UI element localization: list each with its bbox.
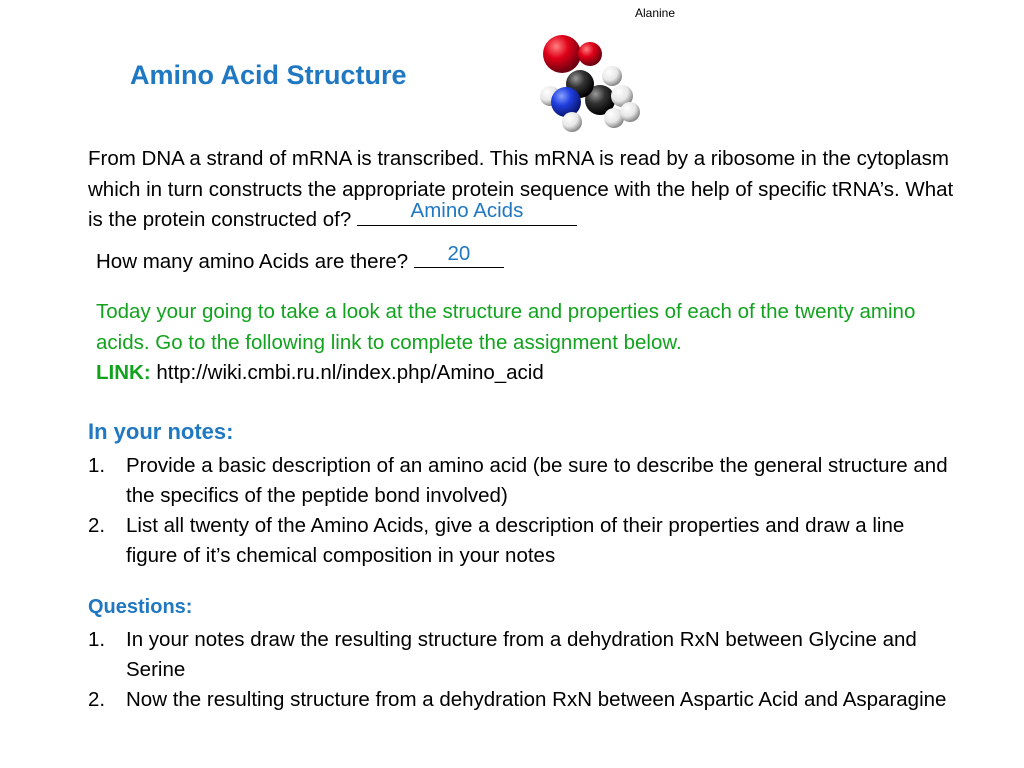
oxygen-atom xyxy=(578,42,602,66)
assignment-text: Today your going to take a look at the structure and properties of each of the twenty amino acids. Go to the following link to complete the assignment below. xyxy=(96,300,916,354)
notes-heading: In your notes: xyxy=(88,419,234,444)
list-number: 1. xyxy=(88,454,106,477)
list-text: In your notes draw the resulting structure from a dehydration RxN between Glycine and Serine xyxy=(126,628,917,681)
oxygen-atom xyxy=(543,35,581,73)
list-text: Now the resulting structure from a dehydration RxN between Aspartic Acid and Asparagine xyxy=(126,688,947,711)
questions-heading: Questions: xyxy=(88,596,193,618)
protein-answer: Amino Acids xyxy=(410,198,524,222)
list-text: List all twenty of the Amino Acids, give a description of their properties and draw a line figure of it’s chemical composition in your notes xyxy=(126,514,905,567)
list-text: Provide a basic description of an amino acid (be sure to describe the general structure and the specifics of the peptide bond involved) xyxy=(126,454,948,507)
protein-answer-blank[interactable] xyxy=(357,198,577,226)
count-question-text: How many amino Acids are there? xyxy=(96,250,414,273)
count-answer-blank[interactable] xyxy=(414,242,504,268)
list-item xyxy=(88,625,948,685)
hydrogen-atom xyxy=(602,66,622,86)
link-label: LINK: xyxy=(96,361,151,384)
molecule-caption: Alanine xyxy=(634,6,676,20)
intro-text: From DNA a strand of mRNA is transcribed. This mRNA is read by a ribosome in the cytoplasm which in turn constructs the appropriate protein sequence with the help of specific tRNA’s. What is the protein constructed of? xyxy=(88,147,954,231)
notes-list xyxy=(88,451,948,571)
hydrogen-atom xyxy=(620,102,640,122)
link-row xyxy=(96,359,544,387)
list-item xyxy=(88,685,948,715)
alanine-molecule-image xyxy=(528,24,648,136)
hydrogen-atom xyxy=(562,112,582,132)
link-url[interactable]: http://wiki.cmbi.ru.nl/index.php/Amino_acid xyxy=(156,361,544,384)
list-item xyxy=(88,511,948,571)
page-title: Amino Acid Structure xyxy=(130,60,407,90)
count-question xyxy=(96,242,504,276)
count-answer: 20 xyxy=(447,242,471,265)
intro-paragraph xyxy=(88,144,958,236)
list-number: 2. xyxy=(88,688,106,711)
list-item xyxy=(88,451,948,511)
list-number: 1. xyxy=(88,628,106,651)
nitrogen-atom xyxy=(551,87,581,117)
questions-list xyxy=(88,625,948,715)
list-number: 2. xyxy=(88,514,106,537)
